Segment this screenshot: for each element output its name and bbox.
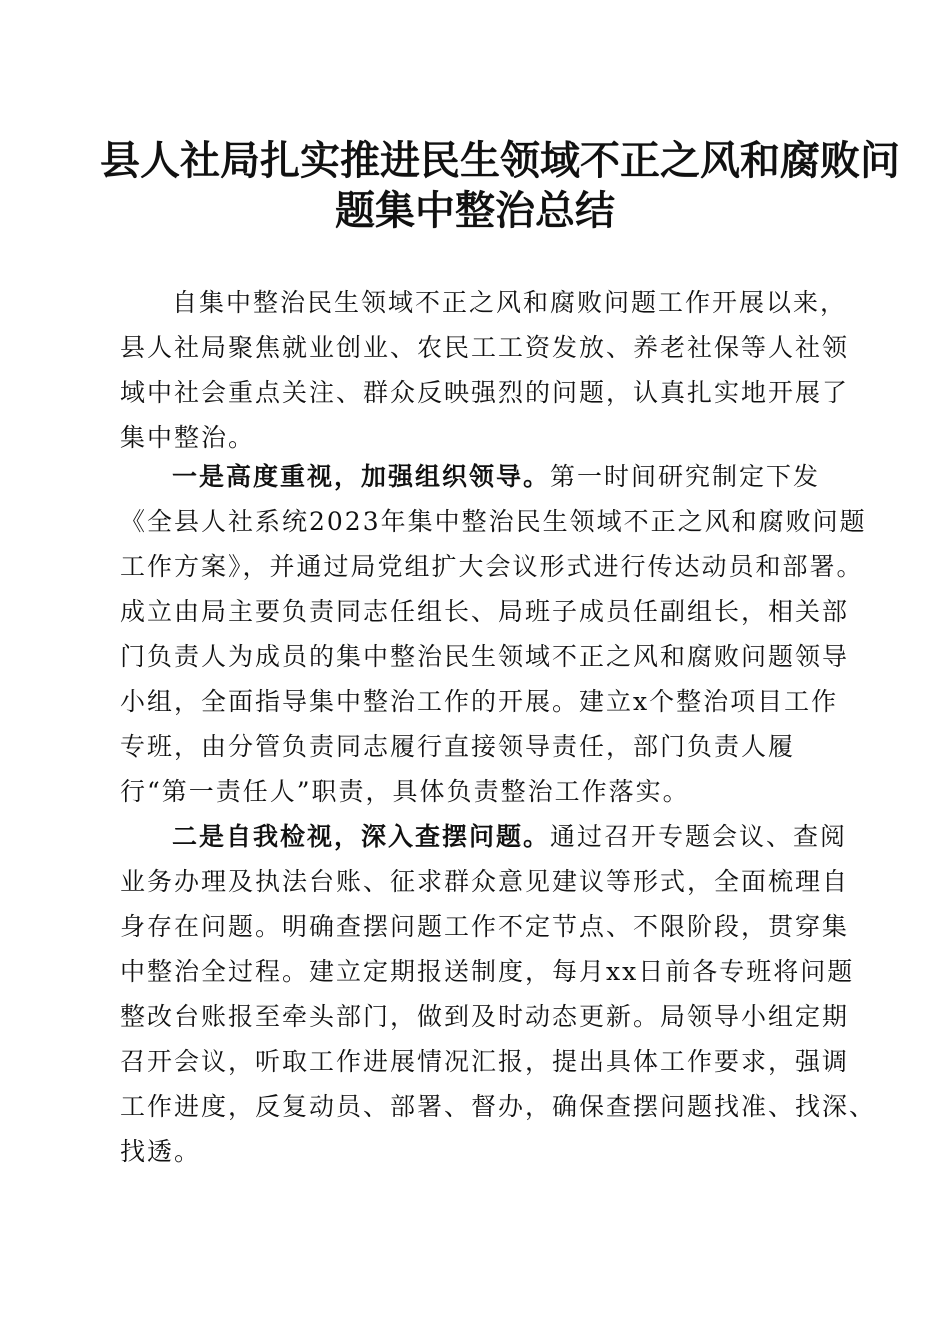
paragraph-intro xyxy=(120,280,850,460)
title-line-2: 题集中整治总结 xyxy=(335,187,615,234)
paragraph-line: 行“第一责任人”职责，具体负责整治工作落实。 xyxy=(120,777,690,806)
document-title xyxy=(100,136,900,236)
paragraph-line: 成立由局主要负责同志任组长、局班子成员任副组长，相关部 xyxy=(120,597,850,626)
paragraph-line: 域中社会重点关注、群众反映强烈的问题，认真扎实地开展了 xyxy=(120,378,850,407)
paragraph-organization xyxy=(120,454,867,814)
paragraph-line: 找透。 xyxy=(120,1137,202,1166)
paragraph-line: 工作方案》，并通过局党组扩大会议形式进行传达动员和部署。 xyxy=(120,552,864,581)
title-line-1: 县人社局扎实推进民生领域不正之风和腐败问 xyxy=(100,137,900,184)
paragraph-line: 小组，全面指导集中整治工作的开展。建立x个整治项目工作 xyxy=(120,687,839,716)
paragraph-line-rest: 第一时间研究制定下发 xyxy=(550,462,821,491)
paragraph-line: 业务办理及执法台账、征求群众意见建议等形式，全面梳理自 xyxy=(120,867,850,896)
paragraph-line: 集中整治。 xyxy=(120,423,256,452)
paragraph-line-rest: 通过召开专题会议、查阅 xyxy=(550,822,848,851)
paragraph-line: 工作进度，反复动员、部署、督办，确保查摆问题找准、找深、 xyxy=(120,1092,877,1121)
paragraph-line: 专班，由分管负责同志履行直接领导责任，部门负责人履 xyxy=(120,732,796,761)
paragraph-line: 《全县人社系统2023年集中整治民生领域不正之风和腐败问题 xyxy=(120,507,867,536)
paragraph-line: 整改台账报至牵头部门，做到及时动态更新。局领导小组定期 xyxy=(120,1002,850,1031)
paragraph-first-line xyxy=(120,454,832,499)
paragraph-lead: 二是自我检视，深入查摆问题。 xyxy=(172,822,551,851)
paragraph-line: 中整治全过程。建立定期报送制度，每月xx日前各专班将问题 xyxy=(120,957,855,986)
paragraph-line: 自集中整治民生领域不正之风和腐败问题工作开展以来， xyxy=(172,288,848,317)
paragraph-line: 身存在问题。明确查摆问题工作不定节点、不限阶段，贯穿集 xyxy=(120,912,850,941)
paragraph-lead: 一是高度重视，加强组织领导。 xyxy=(172,462,551,491)
paragraph-first-line xyxy=(120,814,848,859)
paragraph-line: 召开会议，听取工作进展情况汇报，提出具体工作要求，强调 xyxy=(120,1047,850,1076)
paragraph-line: 县人社局聚焦就业创业、农民工工资发放、养老社保等人社领 xyxy=(120,333,850,362)
paragraph-self-inspection xyxy=(120,814,877,1174)
paragraph-line: 门负责人为成员的集中整治民生领域不正之风和腐败问题领导 xyxy=(120,642,850,671)
